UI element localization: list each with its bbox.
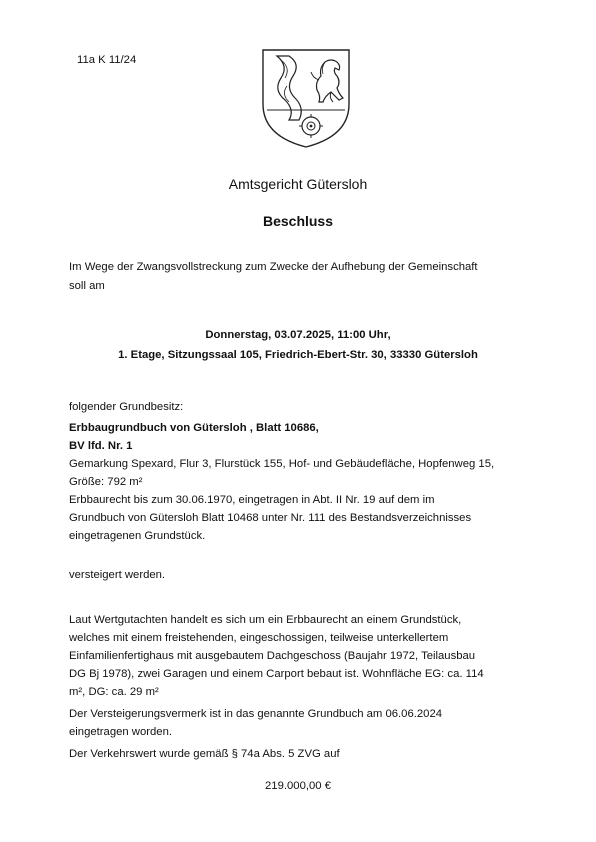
property-register: Erbbaugrundbuch von Gütersloh , Blatt 10686, xyxy=(69,422,319,434)
appointment-date: Donnerstag, 03.07.2025, 11:00 Uhr, xyxy=(205,329,391,341)
property-description-line: Gemarkung Spexard, Flur 3, Flurstück 155, Hof- und Gebäudefläche, Hopfenweg 15, xyxy=(69,458,495,470)
property-description-line: Größe: 792 m² xyxy=(69,476,143,488)
property-item: BV lfd. Nr. 1 xyxy=(69,440,133,452)
appointment-block xyxy=(0,325,596,365)
intro-line: Im Wege der Zwangsvollstreckung zum Zwecke der Aufhebung der Gemeinschaft xyxy=(69,261,478,273)
intro-line: soll am xyxy=(69,280,105,292)
coat-of-arms-icon xyxy=(259,46,353,150)
property-section xyxy=(69,398,539,545)
market-value-label: Der Verkehrswert wurde gemäß § 74a Abs. 5 ZVG auf xyxy=(69,748,340,760)
appraisal-line: Einfamilienfertighaus mit ausgebautem Dachgeschoss (Baujahr 1972, Teilausbau xyxy=(69,650,476,662)
appraisal-line: welches mit einem freistehenden, eingeschossigen, teilweise unterkellertem xyxy=(69,632,449,644)
appraisal-line: DG Bj 1978), zwei Garagen und einem Carport bebaut ist. Wohnfläche EG: ca. 114 xyxy=(69,668,484,680)
verdict-text: versteigert werden. xyxy=(69,569,166,581)
property-description-line: eingetragenen Grundstück. xyxy=(69,530,206,542)
appraisal-line: m², DG: ca. 29 m² xyxy=(69,686,159,698)
appointment-location: 1. Etage, Sitzungssaal 105, Friedrich-Ebert-Str. 30, 33330 Gütersloh xyxy=(118,349,478,361)
appraisal-line: Laut Wertgutachten handelt es sich um ein Erbbaurecht an einem Grundstück, xyxy=(69,614,462,626)
property-description-line: Erbbaurecht bis zum 30.06.1970, eingetragen in Abt. II Nr. 19 auf dem im xyxy=(69,494,435,506)
registration-line: Der Versteigerungsvermerk ist in das genannte Grundbuch am 06.06.2024 xyxy=(69,708,443,720)
case-number: 11a K 11/24 xyxy=(77,54,137,66)
court-name: Amtsgericht Gütersloh xyxy=(228,176,368,192)
intro-text xyxy=(69,258,529,296)
registration-line: eingetragen worden. xyxy=(69,726,173,738)
document-title: Beschluss xyxy=(262,213,334,229)
property-label: folgender Grundbesitz: xyxy=(69,401,184,413)
market-value: 219.000,00 € xyxy=(265,780,331,792)
appraisal-section xyxy=(69,611,539,763)
property-description-line: Grundbuch von Gütersloh Blatt 10468 unter Nr. 111 des Bestandsverzeichnisses xyxy=(69,512,472,524)
